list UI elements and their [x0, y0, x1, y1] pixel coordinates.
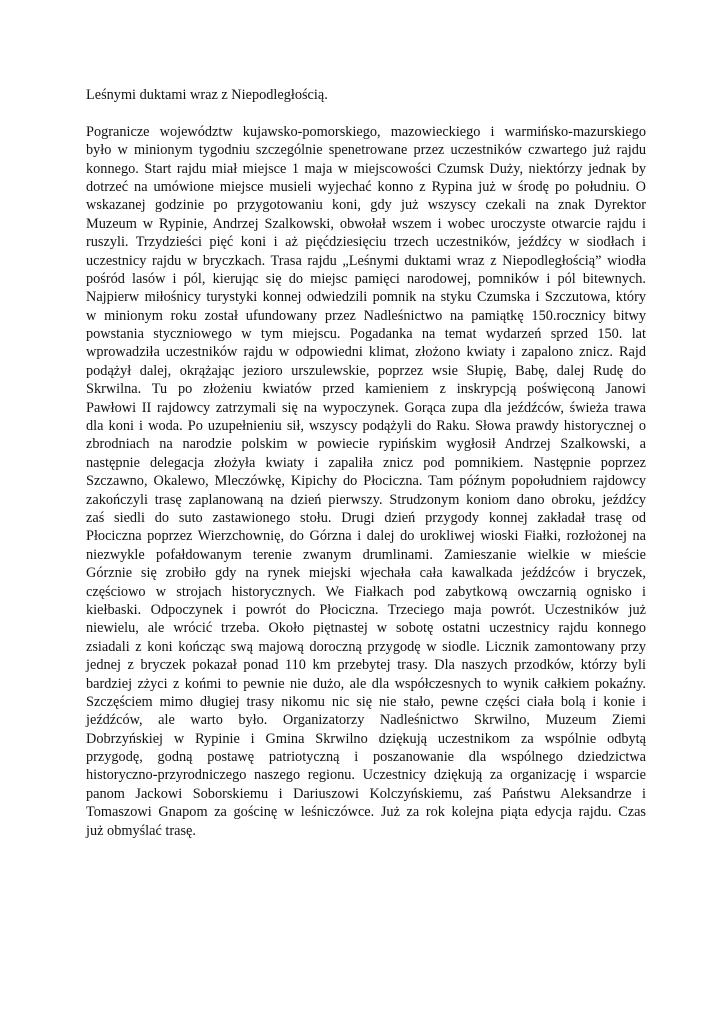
text-line: wprowadziła uczestników rajdu w odpowiedni klimat, złożono kwiaty i zapalono znicz. Rajd: [86, 344, 646, 361]
document-body: [86, 86, 646, 840]
text-line: Muzeum w Rypinie, Andrzej Szalkowski, obwołał wszem i wobec uroczyste otwarcie rajdu i: [86, 215, 646, 232]
text-line: kiełbaski. Odpoczynek i powrót do Płociczna. Trzeciego maja powrót. Uczestników już: [86, 601, 646, 618]
paragraph-gap: [86, 104, 646, 122]
text-line: uczestnicy rajdu w bryczkach. Trasa rajdu „Leśnymi duktami wraz z Niepodległością” wiodła: [86, 252, 646, 269]
text-line: Szczawno, Okalewo, Mleczówkę, Kipichy do Płociczna. Tam późnym popołudniem rajdowcy: [86, 473, 646, 490]
text-line: Pogranicze województw kujawsko-pomorskiego, mazowieckiego i warmińsko-mazurskiego: [86, 123, 646, 140]
document-title: Leśnymi duktami wraz z Niepodległością.: [86, 87, 328, 103]
text-line: jednej z bryczek pokazał ponad 110 km przebytej trasy. Dla naszych przodków, którzy byli: [86, 657, 646, 674]
text-line: Najpierw miłośnicy turystyki konnej odwiedzili pomnik na styku Czumska i Szczutowa, który: [86, 289, 646, 306]
article-paragraph: [86, 123, 646, 840]
text-line: następnie delegacja złożyła kwiaty i zapaliła znicz pod pomnikiem. Następnie poprzez: [86, 454, 646, 471]
text-line: niewielu, ale wrócić trzeba. Około piętnastej w sobotę ostatni uczestnicy rajdu konnego: [86, 620, 646, 637]
text-line: jeźdźców, ale warto było. Organizatorzy Nadleśnictwo Skrwilno, Muzeum Ziemi: [86, 712, 646, 729]
text-line: dotrzeć na umówione miejsce musieli wyjechać konno z Rypina już w środę po południu. O: [86, 178, 646, 195]
text-line: dla koni i woda. Po uzupełnieniu sił, wszyscy podążyli do Raku. Słowa prawdy historycznej o: [86, 418, 646, 435]
text-line: panom Jackowi Soborskiemu i Dariuszowi Kolczyńskiemu, zaś Państwu Aleksandrze i: [86, 785, 646, 802]
text-line: niezwykle pofałdowanym terenie zwanym drumlinami. Zamieszanie wielkie w mieście: [86, 546, 646, 563]
text-line: w minionym roku został ufundowany przez Nadleśnictwo na pamiątkę 150.rocznicy bitwy: [86, 307, 646, 324]
text-line: Górznie się zrobiło gdy na rynek miejski wjechała cała kawalkada jeźdźców i bryczek,: [86, 565, 646, 582]
text-line: zakończyli trasę zaplanowaną na dzień pierwszy. Strudzonym koniom dano obroku, jeźdźcy: [86, 491, 646, 508]
text-line: historyczno-przyrodniczego naszego regionu. Uczestnicy dziękują za organizację i wsparcie: [86, 767, 646, 784]
text-line: już obmyślać trasę.: [86, 822, 196, 839]
text-line: zbrodniach na narodzie polskim w powiecie rypińskim wygłosił Andrzej Szalkowski, a: [86, 436, 646, 453]
text-line: wskazanej godzinie po przygotowaniu koni, gdy już wszyscy czekali na znak Dyrektor: [86, 197, 646, 214]
text-line: podążył dalej, okrążając jezioro urszulewskie, poprzez wsie Słupię, Babę, dalej Rudę do: [86, 362, 646, 379]
text-line: ruszyli. Trzydzieści pięć koni i aż pięćdziesięciu trzech uczestników, jeźdźcy w siodłach i: [86, 234, 646, 251]
text-line: Dobrzyńskiej w Rypinie i Gmina Skrwilno dziękują uczestnikom za wspólnie odbytą: [86, 730, 646, 747]
text-line: Tomaszowi Gnapom za gościnę w leśniczówce. Już za rok kolejna piąta edycja rajdu. Czas: [86, 804, 646, 821]
text-line: konnego. Start rajdu miał miejsce 1 maja w miejscowości Czumsk Duży, niektórzy jednak by: [86, 160, 646, 177]
text-line: Szczęściem mimo długiej trasy nikomu nic się nie stało, pewne części ciała bolą i konie i: [86, 693, 646, 710]
text-line: przygodę, godną postawę patriotyczną i poszanowanie dla wspólnego dziedzictwa: [86, 749, 646, 766]
text-line: powstania styczniowego w tym miejscu. Pogadanka na temat wydarzeń sprzed 150. lat: [86, 326, 646, 343]
text-line: zaś siedli do suto zastawionego stołu. Drugi dzień przygody konnej zakładał trasę od: [86, 509, 646, 526]
text-line: było w minionym tygodniu szczególnie spenetrowane przez uczestników czwartego już rajdu: [86, 142, 646, 159]
text-line: Pawłowi II rajdowcy zatrzymali się na wypoczynek. Gorąca zupa dla jeźdźców, świeża trawa: [86, 399, 646, 416]
text-line: pośród lasów i pól, kierując się do miejsc pamięci narodowej, pomników i pól bitewnych.: [86, 270, 646, 287]
text-line: bardziej zżyci z końmi to pewnie nie dużo, ale dla współczesnych to wynik całkiem pokaźny.: [86, 675, 646, 692]
text-line: Płociczna poprzez Wierzchownię, do Górzna i dalej do urokliwej wioski Fiałki, rozłożonej na: [86, 528, 646, 545]
text-line: częściowo w strojach historycznych. We Fiałkach pod zabytkową owczarnią ognisko i: [86, 583, 646, 600]
text-line: Skrwilna. Tu po złożeniu kwiatów przed kamieniem z inskrypcją poświęconą Janowi: [86, 381, 646, 398]
text-line: zsiadali z koni kończąc swą majową doroczną przygodę w siodle. Licznik zamontowany przy: [86, 638, 646, 655]
